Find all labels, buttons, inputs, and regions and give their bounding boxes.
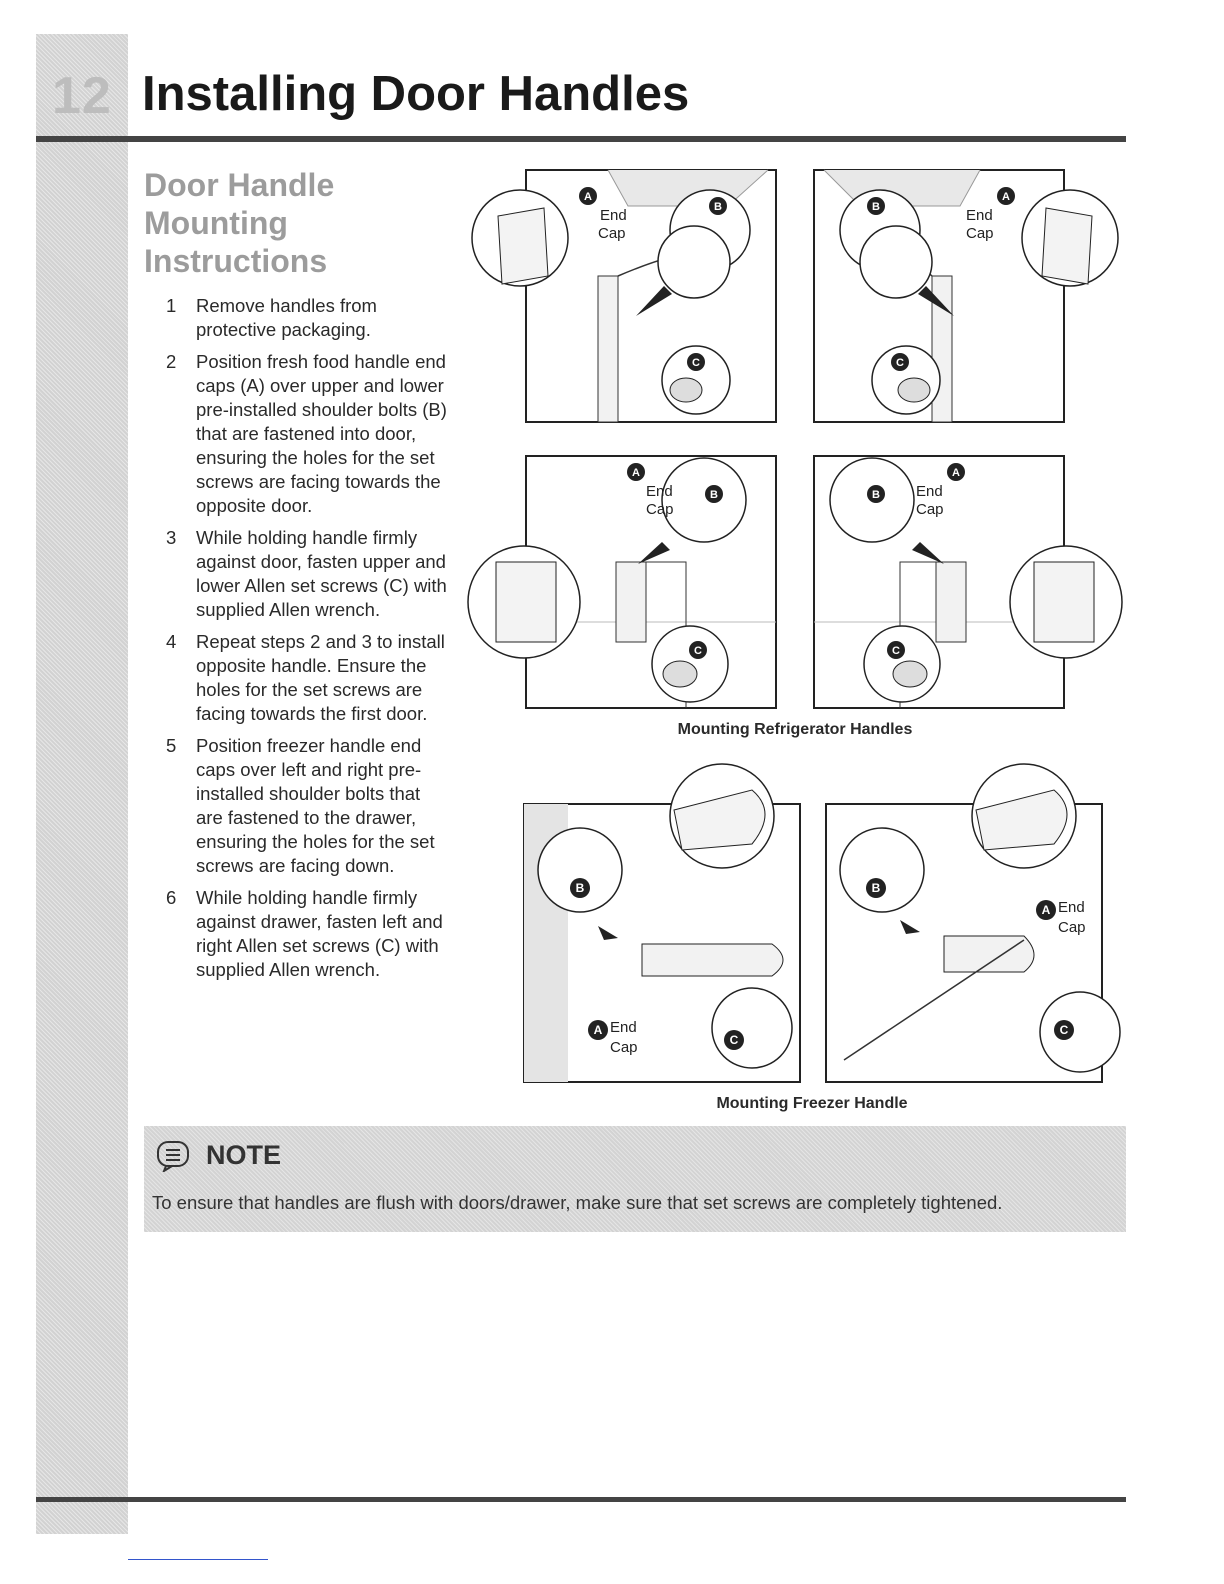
label-b: B [872, 489, 880, 501]
fresh-food-lower-right-diagram [810, 452, 1124, 714]
end-label: End [1058, 899, 1085, 916]
label-b: B [714, 201, 722, 213]
step-text: Position fresh food handle end caps (A) over upper and lower pre-installed shoulder bolts (B) that are fastened into door, ensuring the holes for the set screws are facing towards the opposite door. [196, 351, 447, 516]
step-item [166, 350, 448, 518]
note-title: NOTE [206, 1140, 282, 1170]
end-label: End [610, 1019, 637, 1036]
step-item [166, 294, 448, 342]
fresh-food-lower-left-diagram [466, 452, 780, 714]
section-heading-line: Mounting [144, 205, 288, 241]
step-number: 4 [166, 631, 177, 652]
label-b: B [872, 201, 880, 213]
label-a: A [952, 467, 960, 479]
label-c: C [694, 645, 702, 657]
cap-label: Cap [1058, 919, 1086, 936]
label-a: A [584, 191, 592, 203]
sidebar-band [36, 34, 128, 1534]
note-box [144, 1126, 1126, 1232]
step-text: Remove handles from protective packaging. [196, 295, 377, 340]
note-icon [156, 1140, 192, 1172]
note-text: To ensure that handles are flush with doors/drawer, make sure that set screws are completely tightened. [152, 1192, 1003, 1213]
bottom-rule [36, 1497, 1126, 1502]
section-heading [144, 166, 444, 280]
footer-link-underline [128, 1559, 268, 1560]
end-label: End [966, 207, 993, 224]
section-heading-line: Instructions [144, 243, 328, 279]
label-c: C [729, 1033, 739, 1047]
label-b: B [871, 881, 881, 895]
section-heading-line: Door Handle [144, 167, 335, 203]
step-number: 1 [166, 295, 177, 316]
label-c: C [1059, 1023, 1069, 1037]
step-text: While holding handle firmly against door, fasten upper and lower Allen set screws (C) with supplied Allen wrench. [196, 527, 447, 620]
cap-label: Cap [916, 501, 944, 518]
freezer-figure-caption: Mounting Freezer Handle [716, 1095, 908, 1112]
step-item [166, 526, 448, 622]
fresh-food-upper-right-diagram [810, 166, 1122, 426]
step-text: Position freezer handle end caps over left and right pre-installed shoulder bolts that are fastened to the drawer, ensuring the holes for the set screws are facing down. [196, 735, 435, 876]
top-rule [36, 136, 1126, 142]
step-number: 6 [166, 887, 177, 908]
step-number: 3 [166, 527, 177, 548]
step-text: While holding handle firmly against drawer, fasten left and right Allen set screws (C) with supplied Allen wrench. [196, 887, 443, 980]
step-item [166, 630, 448, 726]
label-a: A [1041, 903, 1051, 917]
page-number: 12 [52, 67, 112, 125]
label-b: B [710, 489, 718, 501]
steps-list [166, 294, 448, 990]
cap-label: Cap [966, 225, 994, 242]
label-c: C [896, 357, 904, 369]
label-a: A [632, 467, 640, 479]
step-item [166, 886, 448, 982]
end-label: End [600, 207, 627, 224]
end-label: End [646, 483, 673, 500]
label-a: A [1002, 191, 1010, 203]
fresh-food-upper-left-diagram [468, 166, 780, 426]
refrigerator-figure-caption: Mounting Refrigerator Handles [677, 721, 913, 738]
step-number: 2 [166, 351, 177, 372]
cap-label: Cap [610, 1039, 638, 1056]
step-text: Repeat steps 2 and 3 to install opposite handle. Ensure the holes for the set screws are facing towards the first door. [196, 631, 445, 724]
label-b: B [575, 881, 585, 895]
step-number: 5 [166, 735, 177, 756]
step-item [166, 734, 448, 878]
freezer-handle-left-diagram [522, 760, 804, 1086]
label-a: A [593, 1023, 603, 1037]
cap-label: Cap [598, 225, 626, 242]
end-label: End [916, 483, 943, 500]
label-c: C [692, 357, 700, 369]
page-title: Installing Door Handles [142, 67, 690, 121]
cap-label: Cap [646, 501, 674, 518]
freezer-handle-right-diagram [824, 760, 1124, 1086]
label-c: C [892, 645, 900, 657]
